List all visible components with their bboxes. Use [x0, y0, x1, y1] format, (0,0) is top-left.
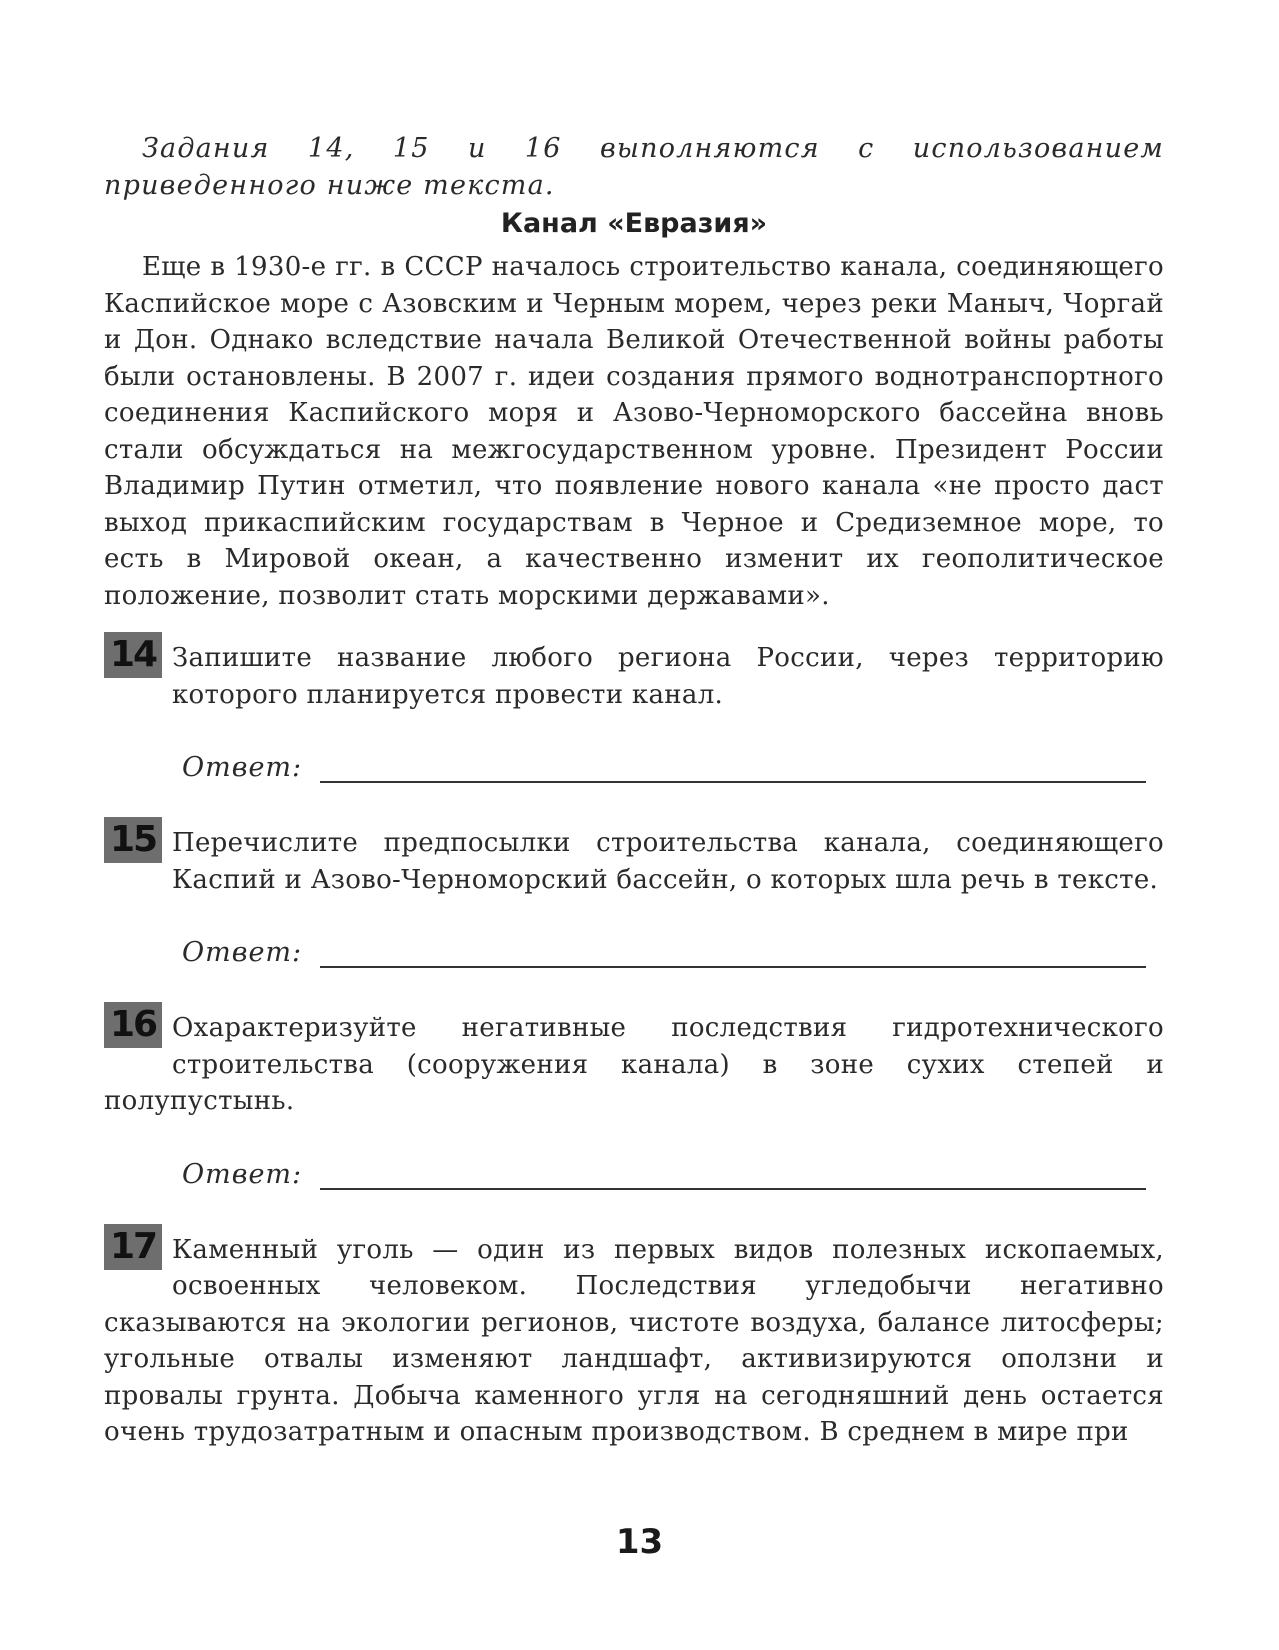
- answer-row: [182, 743, 1164, 783]
- answer-row: [182, 928, 1164, 968]
- answer-line[interactable]: [320, 751, 1146, 783]
- task-text: Каменный уголь — один из первых видов полезных ископаемых, освоенных человеком. Последствия угледобычи негативно сказываются на экологии регионов, чистоте воздуха, балансе литосферы; угольные отвалы изменяют ландшафт, активизируются оползни и провалы грунта. Добыча каменного угля на сегодняшний день остается очень трудозатратным и опасным производством. В среднем в мире при: [104, 1234, 1164, 1447]
- task-number-badge: 16: [104, 1002, 162, 1048]
- article-title: Канал «Евразия»: [500, 208, 768, 239]
- task-number-badge: 17: [104, 1224, 162, 1270]
- task-text: Перечислите предпосылки строительства канала, соединяющего Каспий и Азово-Черноморский бассейн, о которых шла речь в тексте.: [172, 828, 1164, 895]
- task-number-badge: 15: [104, 817, 162, 863]
- task-15: [104, 819, 1164, 968]
- answer-label: Ответ:: [182, 1158, 303, 1190]
- task-text: Охарактеризуйте негативные последствия гидротехнического строительства (сооружения канала) в зоне сухих степей и полупустынь.: [104, 1013, 1164, 1116]
- answer-line[interactable]: [320, 936, 1146, 968]
- task-text: Запишите название любого региона России, через территорию которого планируется провести канал.: [172, 643, 1164, 710]
- answer-label: Ответ:: [182, 937, 303, 968]
- article-text: Еще в 1930-е гг. в СССР началось строительство канала, соединяющего Каспийское море с Азовским и Черным морем, через реки Маныч, Чоргай и Дон. Однако вследствие начала Великой Отечественной войны работы были остановлены. В 2007 г. идеи создания прямого воднотранспортного соединения Каспийского моря и Азово-Черноморского бассейна вновь стали обсуждаться на межгосударственном уровне. Президент России Владимир Путин отметил, что появление нового канала «не просто даст выход прикаспийским государствам в Черное и Средиземное море, то есть в Мировой океан, а качественно изменит их геополитическое положение, позволит стать морскими державами».: [104, 252, 1164, 611]
- page-number: 13: [615, 1522, 664, 1562]
- task-17: [104, 1225, 1164, 1451]
- answer-label: Ответ:: [182, 752, 303, 783]
- answer-line[interactable]: [320, 1158, 1146, 1190]
- page-content: [104, 130, 1164, 1451]
- task-16: [104, 1004, 1164, 1190]
- answer-row: [182, 1150, 1164, 1190]
- intro-instruction: Задания 14, 15 и 16 выполняются с использованием приведенного ниже текста.: [104, 133, 1164, 201]
- task-14: [104, 634, 1164, 783]
- task-number-badge: 14: [104, 632, 162, 678]
